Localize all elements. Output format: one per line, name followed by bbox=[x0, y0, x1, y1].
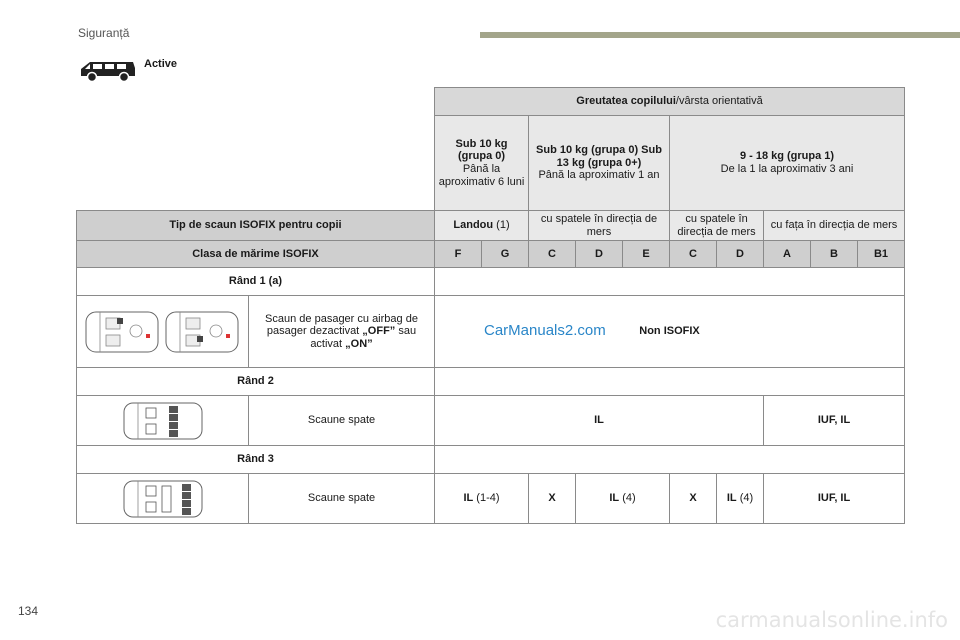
row3-iuf-cell bbox=[764, 474, 905, 524]
size-class-label: Clasa de mărime ISOFIX bbox=[77, 241, 435, 268]
watermark: CarManuals2.com bbox=[484, 322, 606, 339]
row3-x-a-cell bbox=[529, 474, 576, 524]
type-forward-facing: cu fața în direcția de mers bbox=[764, 211, 905, 241]
group0-text: Până la aproximativ 6 luni bbox=[438, 163, 525, 188]
site-footer: carmanualsonline.info bbox=[715, 608, 948, 632]
row3-il-c-note: (4) bbox=[736, 492, 754, 505]
active-label: Active bbox=[144, 58, 178, 70]
size-class-cell: D bbox=[576, 241, 623, 268]
group1-text: De la 1 la aproximativ 3 ani bbox=[720, 163, 854, 175]
weight-header bbox=[435, 88, 905, 116]
weight-title: Greutatea copilului bbox=[576, 95, 676, 108]
title-divider bbox=[480, 32, 960, 38]
row3-description: Scaune spate bbox=[249, 474, 435, 524]
row3-il-a: IL bbox=[463, 492, 474, 505]
row2-blank bbox=[435, 368, 905, 396]
row2-iuf-value: IUF, IL bbox=[817, 414, 851, 427]
front-seat-diagram bbox=[82, 304, 244, 360]
row3-il-b: IL bbox=[609, 492, 620, 505]
row3-seat-diagram bbox=[120, 478, 206, 520]
row3-x-a: X bbox=[548, 492, 556, 505]
row1-desc-1: Scaun de pasager cu airbag de pasager dezactivat bbox=[265, 312, 418, 338]
row3-il-c-cell bbox=[717, 474, 764, 524]
page-number: 134 bbox=[18, 604, 39, 618]
row3-il-a-note: (1-4) bbox=[473, 492, 500, 505]
row1-label-text: Rând 1 (a) bbox=[228, 275, 283, 288]
row3-iuf-value: IUF, IL bbox=[817, 492, 851, 505]
row3-diagram-cell bbox=[77, 474, 249, 524]
seat-type-label: Tip de scaun ISOFIX pentru copii bbox=[77, 211, 435, 241]
airbag-on-label: „ON” bbox=[345, 338, 373, 351]
airbag-off-label: „OFF” bbox=[362, 325, 396, 338]
row2-description: Scaune spate bbox=[249, 396, 435, 446]
row2-diagram-cell bbox=[77, 396, 249, 446]
row2-iuf-cell bbox=[764, 396, 905, 446]
row3-x-b: X bbox=[689, 492, 697, 505]
landou-note: (1) bbox=[493, 219, 510, 232]
row3-x-b-cell bbox=[670, 474, 717, 524]
size-class-cell: F bbox=[435, 241, 482, 268]
group0-title: Sub 10 kg (grupa 0) bbox=[455, 137, 508, 163]
size-class-cell: A bbox=[764, 241, 811, 268]
row3-il-c: IL bbox=[726, 492, 737, 505]
type-rear-facing: cu spatele în direcția de mers bbox=[529, 211, 670, 241]
type-rear-facing-2: cu spatele în direcția de mers bbox=[670, 211, 764, 241]
isofix-table bbox=[76, 87, 905, 524]
row1-diagram-cell bbox=[77, 296, 249, 368]
size-class-cell: D bbox=[717, 241, 764, 268]
row3-label bbox=[77, 446, 435, 474]
empty-cell bbox=[77, 88, 435, 211]
weight-title-rest: /vârsta orientativă bbox=[675, 95, 763, 108]
row2-label-text: Rând 2 bbox=[237, 375, 274, 388]
group0plus-header bbox=[529, 116, 670, 211]
row3-label-text: Rând 3 bbox=[237, 453, 274, 466]
non-isofix-label: Non ISOFIX bbox=[639, 325, 700, 338]
size-class-cell: E bbox=[623, 241, 670, 268]
section-title: Siguranță bbox=[78, 26, 130, 40]
row1-description bbox=[249, 296, 435, 368]
group1-title: 9 - 18 kg (grupa 1) bbox=[739, 150, 835, 163]
row2-label bbox=[77, 368, 435, 396]
group1-header bbox=[670, 116, 905, 211]
row3-blank bbox=[435, 446, 905, 474]
row1-label bbox=[77, 268, 435, 296]
landou-label: Landou bbox=[453, 219, 494, 232]
row3-il-b-note: (4) bbox=[619, 492, 636, 505]
group0plus-text: Până la aproximativ 1 an bbox=[538, 169, 660, 182]
size-class-cell: B1 bbox=[858, 241, 905, 268]
row1-desc-2: sau activat bbox=[310, 325, 417, 351]
row3-il-a-cell bbox=[435, 474, 529, 524]
group0plus-title: Sub 10 kg (grupa 0) Sub 13 kg (grupa 0+) bbox=[536, 144, 662, 169]
row2-seat-diagram bbox=[120, 400, 206, 442]
size-class-cell: C bbox=[529, 241, 576, 268]
row1-blank bbox=[435, 268, 905, 296]
van-icon bbox=[78, 56, 138, 84]
row2-il-value: IL bbox=[594, 414, 604, 427]
size-class-cell: G bbox=[482, 241, 529, 268]
group0-header bbox=[435, 116, 529, 211]
size-class-cell: B bbox=[811, 241, 858, 268]
row3-il-b-cell bbox=[576, 474, 670, 524]
row2-il-cell bbox=[435, 396, 764, 446]
size-class-cell: C bbox=[670, 241, 717, 268]
type-landou bbox=[435, 211, 529, 241]
